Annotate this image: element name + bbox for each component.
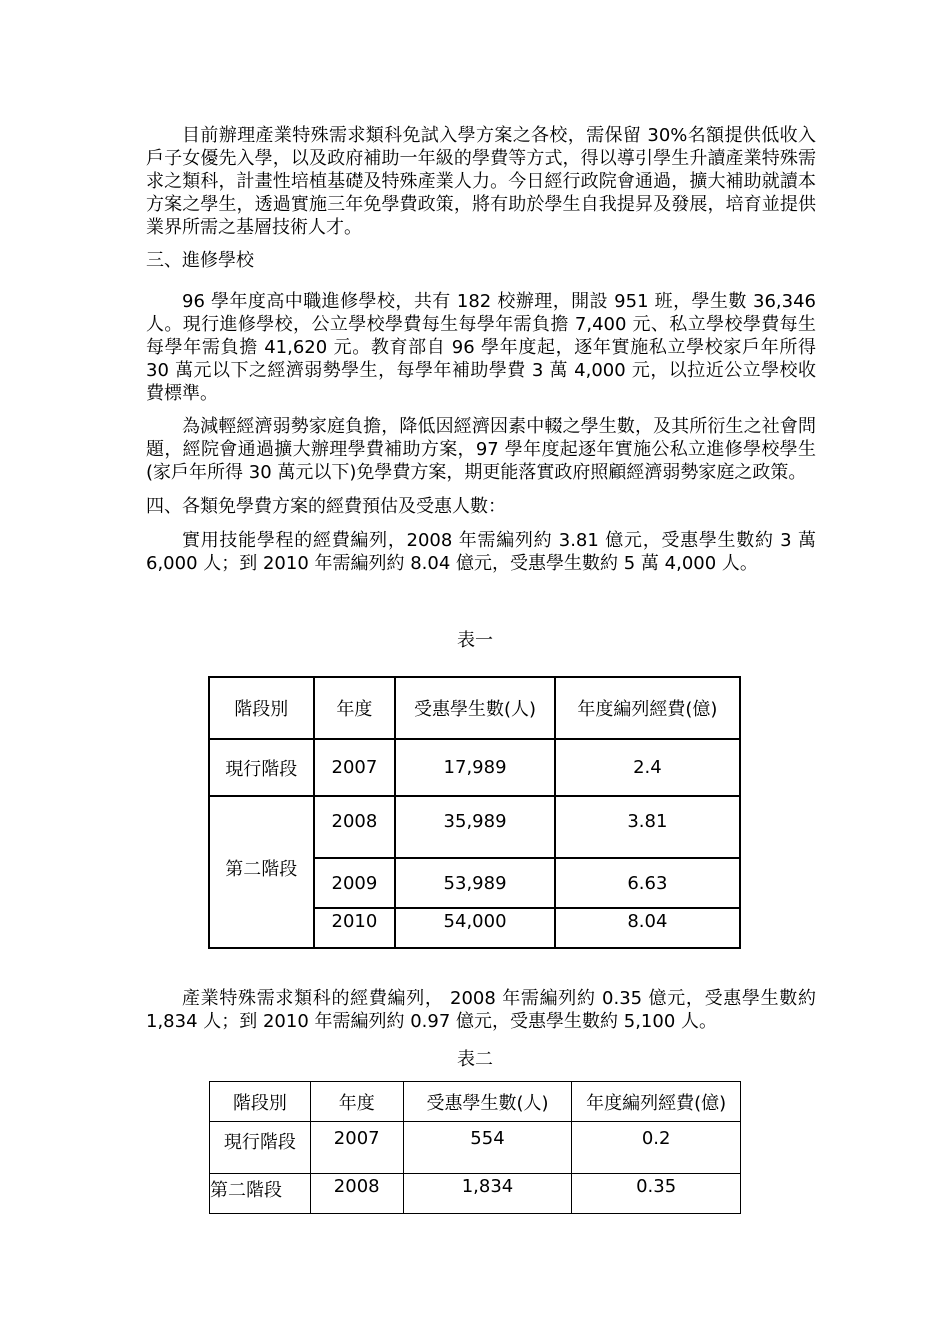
table-header-row [210,1082,741,1122]
paragraph-night-school: 96 學年度高中職進修學校，共有 182 校辦理，開設 951 班，學生數 36,346 人。現行進修學校，公立學校學費每生每學年需負擔 7,400 元、私立學校學費每生每學年需負擔 41,620 元。教育部自 96 學年度起，逐年實施私立學校家戶年所得 30 萬元以下之經濟弱勢學生，每學年補助學費 3 萬 4,000 元，以拉近公立學校收費標準。 [146,291,816,404]
table-row [209,796,740,858]
table-practical-skills-budget [208,676,741,949]
header-budget: 年度編列經費(億) [555,677,740,739]
table1-caption: 表一 [457,630,493,651]
header-students: 受惠學生數(人) [403,1082,572,1122]
year-cell: 2007 [314,739,396,796]
table-row [209,739,740,796]
students-cell: 1,834 [403,1174,572,1214]
header-stage: 階段別 [209,677,314,739]
budget-cell: 6.63 [555,858,740,908]
header-year: 年度 [314,677,396,739]
header-students: 受惠學生數(人) [395,677,554,739]
stage-cell: 第二階段 [209,796,314,948]
year-cell: 2009 [314,858,396,908]
year-cell: 2010 [314,908,396,948]
paragraph-practical-skills: 實用技能學程的經費編列，2008 年需編列約 3.81 億元，受惠學生數約 3 萬 6,000 人；到 2010 年需編列約 8.04 億元，受惠學生數約 5 萬 4,000 人。 [146,530,816,574]
paragraph-wrapper [146,987,816,1033]
students-cell: 54,000 [395,908,554,948]
table-header-row [209,677,740,739]
paragraph-tuition-subsidy: 為減輕經濟弱勢家庭負擔，降低因經濟因素中輟之學生數，及其所衍生之社會問題，經院會通過擴大辦理學費補助方案，97 學年度起逐年實施公私立進修學校學生(家戶年所得 30 萬元以下)免學費方案，期更能落實政府照顧經濟弱勢家庭之政策。 [146,416,816,483]
students-cell: 554 [403,1122,572,1174]
document-body [146,124,816,575]
budget-cell: 0.35 [572,1174,741,1214]
year-cell: 2007 [310,1122,403,1174]
budget-cell: 8.04 [555,908,740,948]
year-cell: 2008 [314,796,396,858]
stage-cell: 現行階段 [210,1122,311,1174]
stage-cell: 第二階段 [210,1174,311,1214]
header-budget: 年度編列經費(億) [572,1082,741,1122]
paragraph-industry-special: 目前辦理產業特殊需求類科免試入學方案之各校，需保留 30%名額提供低收入戶子女優先入學，以及政府補助一年級的學費等方式，得以導引學生升讀產業特殊需求之類科，計畫性培植基礎及特殊產業人力。今日經行政院會通過，擴大補助就讀本方案之學生，透過實施三年免學費政策，將有助於學生自我提昇及發展，培育並提供業界所需之基層技術人才。 [146,125,816,238]
table-industry-special-budget [209,1081,741,1214]
budget-cell: 3.81 [555,796,740,858]
section-heading-4: 四、各類免學費方案的經費預估及受惠人數： [146,496,506,517]
budget-cell: 0.2 [572,1122,741,1174]
year-cell: 2008 [310,1174,403,1214]
header-year: 年度 [310,1082,403,1122]
students-cell: 53,989 [395,858,554,908]
paragraph-industry-budget: 產業特殊需求類科的經費編列， 2008 年需編列約 0.35 億元，受惠學生數約 1,834 人；到 2010 年需編列約 0.97 億元，受惠學生數約 5,100 人。 [146,988,816,1032]
table-row [210,1174,741,1214]
stage-cell: 現行階段 [209,739,314,796]
students-cell: 35,989 [395,796,554,858]
header-stage: 階段別 [210,1082,311,1122]
table-row [210,1122,741,1174]
students-cell: 17,989 [395,739,554,796]
section-heading-3: 三、進修學校 [146,250,254,271]
table2-caption: 表二 [457,1049,493,1070]
budget-cell: 2.4 [555,739,740,796]
